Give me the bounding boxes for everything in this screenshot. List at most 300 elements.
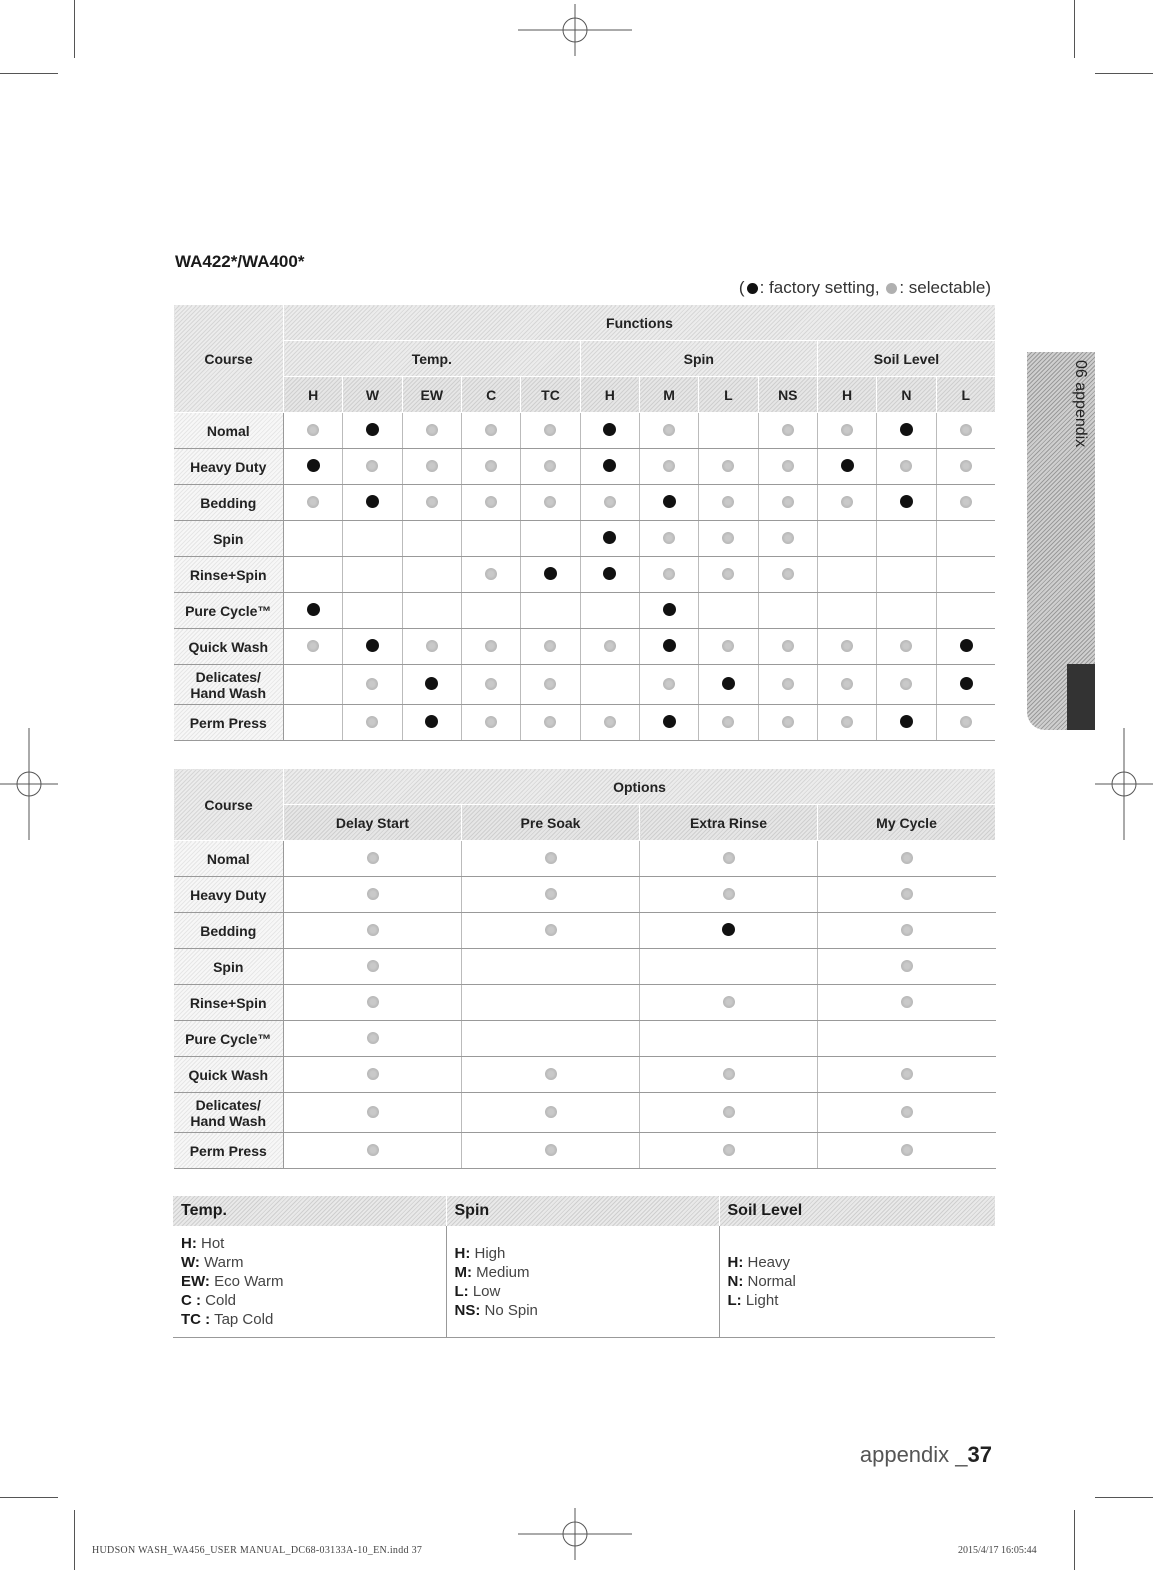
setting-cell [521, 629, 580, 665]
setting-cell [639, 705, 698, 741]
glossary-entry [455, 1301, 711, 1320]
setting-cell [936, 665, 995, 705]
setting-cell [758, 665, 817, 705]
glossary-meaning: Warm [204, 1254, 244, 1271]
setting-cell [640, 949, 818, 985]
group-soil-level-header: Soil Level [817, 341, 995, 377]
glossary-entry [728, 1291, 988, 1310]
glossary-soil-level-header: Soil Level [719, 1196, 995, 1226]
setting-cell [284, 985, 462, 1021]
selectable-dot-icon [723, 1106, 735, 1118]
setting-cell [818, 1093, 996, 1133]
setting-cell [639, 485, 698, 521]
setting-cell [936, 521, 995, 557]
factory-setting-dot-icon [900, 715, 913, 728]
selectable-dot-icon [901, 1068, 913, 1080]
setting-cell [343, 449, 402, 485]
course-name: Perm Press [174, 705, 284, 741]
footer-file-info: HUDSON WASH_WA456_USER MANUAL_DC68-03133A-10_EN.indd 37 [92, 1545, 423, 1556]
setting-cell [699, 629, 758, 665]
setting-cell [343, 557, 402, 593]
column-header: H [284, 377, 343, 413]
selectable-dot-icon [723, 888, 735, 900]
factory-setting-dot-icon [603, 423, 616, 436]
column-header: W [343, 377, 402, 413]
setting-cell [877, 665, 936, 705]
selectable-dot-icon [841, 678, 853, 690]
selectable-dot-icon [960, 496, 972, 508]
legend-selectable-label: : selectable) [899, 278, 991, 297]
setting-cell [462, 1021, 640, 1057]
dot-legend [739, 278, 991, 298]
table-row [174, 985, 996, 1021]
setting-cell [402, 665, 461, 705]
table-row [174, 949, 996, 985]
selectable-dot-icon [901, 1144, 913, 1156]
selectable-dot-icon [723, 996, 735, 1008]
glossary-meaning: No Spin [484, 1301, 538, 1319]
selectable-dot-icon [544, 496, 556, 508]
column-header: TC [521, 377, 580, 413]
setting-cell [758, 629, 817, 665]
factory-setting-dot-icon [722, 923, 735, 936]
setting-cell [877, 593, 936, 629]
course-name: Pure Cycle™ [174, 593, 284, 629]
selectable-dot-icon [901, 852, 913, 864]
selectable-dot-icon [886, 283, 897, 294]
table-row [174, 557, 996, 593]
column-header: Extra Rinse [640, 805, 818, 841]
setting-cell [461, 665, 520, 705]
setting-cell [640, 1021, 818, 1057]
setting-cell [877, 557, 936, 593]
setting-cell [818, 913, 996, 949]
setting-cell [284, 1093, 462, 1133]
factory-setting-dot-icon [603, 531, 616, 544]
table-row [174, 449, 996, 485]
glossary-abbreviation: L: [454, 1282, 469, 1300]
setting-cell [699, 449, 758, 485]
factory-setting-dot-icon [960, 639, 973, 652]
setting-cell [936, 413, 995, 449]
setting-cell [936, 485, 995, 521]
footer-timestamp: 2015/4/17 16:05:44 [958, 1545, 1037, 1556]
column-header: EW [402, 377, 461, 413]
setting-cell [462, 1057, 640, 1093]
setting-cell [818, 1021, 996, 1057]
factory-setting-dot-icon [366, 423, 379, 436]
selectable-dot-icon [366, 460, 378, 472]
glossary-meaning: Eco Warm [214, 1273, 284, 1290]
setting-cell [462, 1093, 640, 1133]
page-number [860, 1442, 992, 1468]
setting-cell [461, 557, 520, 593]
glossary-meaning: Tap Cold [214, 1311, 274, 1328]
page-number-value: 37 [967, 1442, 992, 1467]
factory-dot-icon [747, 283, 758, 294]
course-name: Rinse+Spin [174, 557, 284, 593]
setting-cell [284, 1057, 462, 1093]
course-name: Delicates/ Hand Wash [174, 1093, 284, 1133]
setting-cell [817, 521, 876, 557]
setting-cell [936, 629, 995, 665]
table-row [174, 521, 996, 557]
setting-cell [639, 413, 698, 449]
setting-cell [817, 629, 876, 665]
selectable-dot-icon [782, 496, 794, 508]
setting-cell [284, 877, 462, 913]
glossary-abbreviation: C : [181, 1292, 201, 1309]
table-row [174, 1093, 996, 1133]
selectable-dot-icon [900, 678, 912, 690]
setting-cell [639, 521, 698, 557]
table-row [174, 665, 996, 705]
selectable-dot-icon [485, 678, 497, 690]
column-header: L [699, 377, 758, 413]
selectable-dot-icon [545, 1106, 557, 1118]
selectable-dot-icon [723, 852, 735, 864]
registration-mark-bottom [518, 1508, 632, 1560]
course-name: Spin [174, 521, 284, 557]
selectable-dot-icon [367, 888, 379, 900]
selectable-dot-icon [782, 678, 794, 690]
glossary-entry [181, 1253, 438, 1272]
selectable-dot-icon [901, 924, 913, 936]
selectable-dot-icon [663, 678, 675, 690]
selectable-dot-icon [663, 424, 675, 436]
selectable-dot-icon [485, 568, 497, 580]
glossary-column [173, 1226, 446, 1338]
selectable-dot-icon [426, 640, 438, 652]
setting-cell [877, 629, 936, 665]
selectable-dot-icon [426, 424, 438, 436]
registration-mark-left [0, 728, 58, 840]
registration-mark-right [1095, 728, 1153, 840]
setting-cell [639, 449, 698, 485]
setting-cell [877, 705, 936, 741]
setting-cell [699, 593, 758, 629]
setting-cell [343, 521, 402, 557]
glossary-abbreviation: W: [181, 1254, 200, 1271]
setting-cell [818, 877, 996, 913]
factory-setting-dot-icon [603, 567, 616, 580]
setting-cell [284, 1133, 462, 1169]
course-name: Nomal [174, 841, 284, 877]
setting-cell [580, 485, 639, 521]
course-name: Heavy Duty [174, 449, 284, 485]
page-section-label: appendix _ [859, 1442, 968, 1467]
factory-setting-dot-icon [366, 495, 379, 508]
selectable-dot-icon [722, 568, 734, 580]
group-temp-header: Temp. [284, 341, 581, 377]
glossary-meaning: Light [745, 1292, 779, 1309]
selectable-dot-icon [722, 532, 734, 544]
column-header: C [461, 377, 520, 413]
setting-cell [758, 449, 817, 485]
setting-cell [580, 557, 639, 593]
selectable-dot-icon [663, 532, 675, 544]
course-name: Rinse+Spin [174, 985, 284, 1021]
setting-cell [521, 557, 580, 593]
setting-cell [818, 1057, 996, 1093]
setting-cell [343, 665, 402, 705]
selectable-dot-icon [723, 1068, 735, 1080]
glossary-abbreviation: H: [181, 1235, 197, 1252]
setting-cell [462, 877, 640, 913]
setting-cell [284, 705, 343, 741]
selectable-dot-icon [485, 424, 497, 436]
setting-cell [817, 485, 876, 521]
glossary-meaning: Normal [747, 1273, 796, 1290]
setting-cell [343, 485, 402, 521]
selectable-dot-icon [307, 640, 319, 652]
setting-cell [284, 593, 343, 629]
selectable-dot-icon [960, 716, 972, 728]
selectable-dot-icon [900, 640, 912, 652]
setting-cell [877, 521, 936, 557]
setting-cell [699, 705, 758, 741]
glossary-spin-header: Spin [446, 1196, 719, 1226]
setting-cell [284, 521, 343, 557]
setting-cell [640, 1133, 818, 1169]
selectable-dot-icon [604, 496, 616, 508]
setting-cell [402, 449, 461, 485]
selectable-dot-icon [367, 1106, 379, 1118]
selectable-dot-icon [722, 716, 734, 728]
factory-setting-dot-icon [900, 495, 913, 508]
setting-cell [936, 449, 995, 485]
setting-cell [699, 521, 758, 557]
setting-cell [640, 1093, 818, 1133]
glossary-abbreviation: L: [727, 1292, 742, 1309]
setting-cell [521, 593, 580, 629]
selectable-dot-icon [901, 888, 913, 900]
glossary-column [446, 1226, 719, 1338]
selectable-dot-icon [722, 640, 734, 652]
factory-setting-dot-icon [307, 603, 320, 616]
course-name: Quick Wash [174, 1057, 284, 1093]
table-row [174, 705, 996, 741]
setting-cell [640, 841, 818, 877]
column-header: L [936, 377, 995, 413]
setting-cell [817, 705, 876, 741]
setting-cell [580, 665, 639, 705]
column-header: N [877, 377, 936, 413]
glossary-abbreviation: TC : [181, 1311, 211, 1328]
glossary-meaning: Low [472, 1282, 501, 1300]
setting-cell [284, 913, 462, 949]
glossary-meaning: Medium [476, 1263, 530, 1281]
table-row [174, 841, 996, 877]
setting-cell [699, 557, 758, 593]
column-header: Pre Soak [462, 805, 640, 841]
selectable-dot-icon [366, 678, 378, 690]
column-header: M [639, 377, 698, 413]
selectable-dot-icon [901, 996, 913, 1008]
setting-cell [284, 413, 343, 449]
selectable-dot-icon [307, 424, 319, 436]
selectable-dot-icon [960, 424, 972, 436]
selectable-dot-icon [782, 532, 794, 544]
selectable-dot-icon [545, 924, 557, 936]
factory-setting-dot-icon [722, 677, 735, 690]
setting-cell [461, 449, 520, 485]
setting-cell [758, 593, 817, 629]
setting-cell [818, 949, 996, 985]
setting-cell [877, 449, 936, 485]
setting-cell [580, 449, 639, 485]
setting-cell [699, 485, 758, 521]
setting-cell [521, 521, 580, 557]
setting-cell [462, 1133, 640, 1169]
factory-setting-dot-icon [663, 715, 676, 728]
selectable-dot-icon [426, 460, 438, 472]
column-header: Delay Start [284, 805, 462, 841]
setting-cell [758, 413, 817, 449]
factory-setting-dot-icon [663, 639, 676, 652]
options-table [173, 768, 996, 1169]
setting-cell [936, 593, 995, 629]
glossary-meaning: Hot [201, 1235, 225, 1252]
setting-cell [580, 413, 639, 449]
setting-cell [640, 913, 818, 949]
selectable-dot-icon [841, 424, 853, 436]
table-row [174, 1057, 996, 1093]
setting-cell [818, 985, 996, 1021]
selectable-dot-icon [544, 640, 556, 652]
legend-open-paren: ( [738, 278, 745, 297]
selectable-dot-icon [485, 460, 497, 472]
table-row [174, 913, 996, 949]
setting-cell [936, 705, 995, 741]
glossary-entry [181, 1291, 438, 1310]
factory-setting-dot-icon [603, 459, 616, 472]
setting-cell [817, 449, 876, 485]
table-row [174, 485, 996, 521]
selectable-dot-icon [367, 960, 379, 972]
selectable-dot-icon [901, 960, 913, 972]
selectable-dot-icon [426, 496, 438, 508]
factory-setting-dot-icon [900, 423, 913, 436]
course-name: Bedding [174, 913, 284, 949]
setting-cell [402, 485, 461, 521]
selectable-dot-icon [900, 460, 912, 472]
selectable-dot-icon [841, 496, 853, 508]
column-header: NS [758, 377, 817, 413]
setting-cell [758, 485, 817, 521]
setting-cell [402, 705, 461, 741]
setting-cell [402, 557, 461, 593]
table-row [174, 1133, 996, 1169]
glossary-entry [728, 1272, 988, 1291]
factory-setting-dot-icon [425, 677, 438, 690]
factory-setting-dot-icon [366, 639, 379, 652]
table-row [174, 877, 996, 913]
selectable-dot-icon [722, 460, 734, 472]
selectable-dot-icon [901, 1106, 913, 1118]
glossary-entry [181, 1272, 438, 1291]
table-row [174, 1021, 996, 1057]
selectable-dot-icon [485, 496, 497, 508]
setting-cell [640, 985, 818, 1021]
selectable-dot-icon [545, 888, 557, 900]
side-tab-marker [1067, 664, 1095, 730]
factory-setting-dot-icon [663, 603, 676, 616]
setting-cell [936, 557, 995, 593]
setting-cell [521, 705, 580, 741]
setting-cell [817, 665, 876, 705]
selectable-dot-icon [545, 1068, 557, 1080]
setting-cell [284, 629, 343, 665]
setting-cell [461, 629, 520, 665]
selectable-dot-icon [723, 1144, 735, 1156]
group-spin-header: Spin [580, 341, 817, 377]
glossary-entry [455, 1263, 711, 1282]
setting-cell [639, 557, 698, 593]
setting-cell [343, 593, 402, 629]
options-course-header: Course [174, 769, 284, 841]
abbreviation-glossary [173, 1196, 996, 1338]
setting-cell [817, 413, 876, 449]
setting-cell [580, 593, 639, 629]
setting-cell [521, 413, 580, 449]
setting-cell [640, 1057, 818, 1093]
selectable-dot-icon [485, 716, 497, 728]
setting-cell [580, 705, 639, 741]
options-header: Options [284, 769, 996, 805]
setting-cell [462, 949, 640, 985]
course-name: Quick Wash [174, 629, 284, 665]
setting-cell [461, 413, 520, 449]
course-name: Pure Cycle™ [174, 1021, 284, 1057]
selectable-dot-icon [960, 460, 972, 472]
column-header: My Cycle [818, 805, 996, 841]
selectable-dot-icon [367, 924, 379, 936]
setting-cell [461, 485, 520, 521]
selectable-dot-icon [722, 496, 734, 508]
selectable-dot-icon [366, 716, 378, 728]
column-header: H [580, 377, 639, 413]
functions-table [173, 304, 996, 741]
course-name: Delicates/ Hand Wash [174, 665, 284, 705]
setting-cell [817, 557, 876, 593]
setting-cell [461, 705, 520, 741]
setting-cell [818, 841, 996, 877]
setting-cell [402, 593, 461, 629]
glossary-meaning: High [474, 1244, 506, 1262]
setting-cell [817, 593, 876, 629]
selectable-dot-icon [485, 640, 497, 652]
glossary-entry [455, 1244, 711, 1263]
course-header: Course [174, 305, 284, 413]
glossary-abbreviation: H: [727, 1254, 744, 1271]
selectable-dot-icon [544, 424, 556, 436]
setting-cell [284, 949, 462, 985]
setting-cell [402, 521, 461, 557]
glossary-entry [455, 1282, 711, 1301]
setting-cell [877, 485, 936, 521]
setting-cell [521, 665, 580, 705]
setting-cell [343, 413, 402, 449]
setting-cell [640, 877, 818, 913]
selectable-dot-icon [367, 1144, 379, 1156]
setting-cell [521, 449, 580, 485]
setting-cell [818, 1133, 996, 1169]
glossary-entry [181, 1234, 438, 1253]
course-name: Heavy Duty [174, 877, 284, 913]
glossary-abbreviation: M: [454, 1263, 472, 1281]
setting-cell [699, 413, 758, 449]
